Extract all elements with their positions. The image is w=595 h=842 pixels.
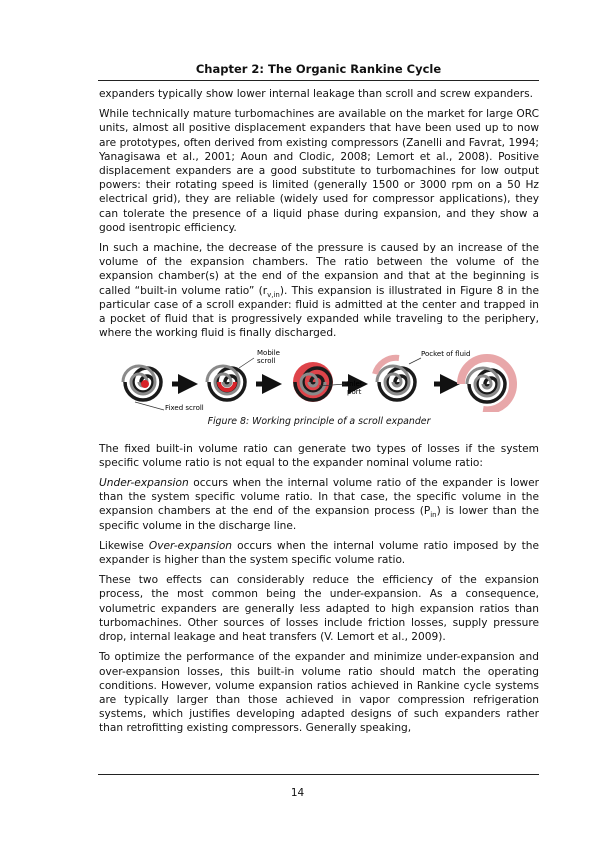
- paragraph: Likewise Over-expansion occurs when the internal volume ratio imposed by the expander is higher than the system specific volume ratio.: [99, 539, 539, 567]
- body-text: [99, 87, 539, 742]
- page-number: 14: [290, 787, 305, 799]
- paragraph: While technically mature turbomachines are available on the market for large ORC units, almost all positive displacement expanders that have been used up to now are prototypes, often derived from existing compressors (Zanelli and Favrat, 1994; Yanagisawa et al., 2001; Aoun and Clodic, 2008; Lemort et al., 2008). Positive displacement expanders are a good substitute to turbomachines for low output powers: their rotating speed is limited (generally 1500 or 3000 rpm on a 50 Hz electrical grid), they are reliable (widely used for compressor applications), they can tolerate the presence of a liquid phase during expansion, and they show a good isentropic efficiency.: [99, 108, 539, 234]
- paragraph: These two effects can considerably reduce the efficiency of the expansion process, the most common being the under-expansion. As a consequence, volumetric expanders are generally less adapted to high expansion ratios than turbomachines. Other sources of losses include friction losses, supply pressure drop, internal leakage and heat transfers (V. Lemort et al., 2009).: [99, 574, 539, 644]
- footer-rule: [98, 774, 539, 775]
- label-mobile-scroll-1: Mobile: [257, 349, 280, 358]
- paragraph: Under-expansion occurs when the internal volume ratio of the expander is lower than the system specific volume ratio. In that case, the specific volume in the expansion chambers at the end of the expansion process $(P_{in})$ is lower than the specific volume in the discharge line.: [99, 477, 539, 532]
- label-fixed-scroll: Fixed scroll: [165, 404, 204, 413]
- paragraph: expanders typically show lower internal leakage than scroll and screw expanders.: [99, 88, 534, 100]
- scroll-stage-5: [461, 358, 513, 410]
- paragraph: To optimize the performance of the expander and minimize under-expansion and over-expansion losses, this built-in volume ratio should match the operating conditions. However, volume expansion ratios achieved in Rankine cycle systems are typically larger than those achieved in vapor compression refrigeration systems, which justifies developing adapted designs of such expanders rather than retrofitting existing compressors. Generally speaking,: [99, 651, 539, 735]
- paragraph: The fixed built-in volume ratio can generate two types of losses if the system specific volume ratio is not equal to the expander nominal volume ratio:: [99, 442, 539, 469]
- label-inlet-port-2: port: [347, 388, 362, 397]
- label-inlet-port-1: Inlet: [347, 380, 363, 389]
- figure-caption: Figure 8: Working principle of a scroll expander: [207, 416, 431, 428]
- scroll-diagram: [99, 346, 539, 412]
- paragraph: In such a machine, the decrease of the pressure is caused by an increase of the volume of the expansion chambers. The ratio between the volume of the expansion chamber(s) at the end of the expansion and that at the beginning is called “built-in volume ratio” $(r_{v,in})$. This expansion is illustrated in Figure 8 in the particular case of a scroll expander: fluid is admitted at the center and trapped in a pocket of fluid that is progressively expanded while traveling to the periphery, where the working fluid is finally discharged.: [99, 242, 539, 340]
- scroll-stage-1: [123, 366, 161, 400]
- scroll-stage-3: [293, 362, 333, 402]
- label-pocket-of-fluid: Pocket of fluid: [421, 350, 471, 359]
- header-rule: [98, 80, 539, 81]
- chapter-header: Chapter 2: The Organic Rankine Cycle: [195, 62, 442, 76]
- label-mobile-scroll-2: scroll: [257, 357, 276, 366]
- scroll-stage-4: [375, 358, 415, 400]
- scroll-expander-figure: [99, 346, 539, 412]
- scroll-stage-2: [207, 366, 245, 400]
